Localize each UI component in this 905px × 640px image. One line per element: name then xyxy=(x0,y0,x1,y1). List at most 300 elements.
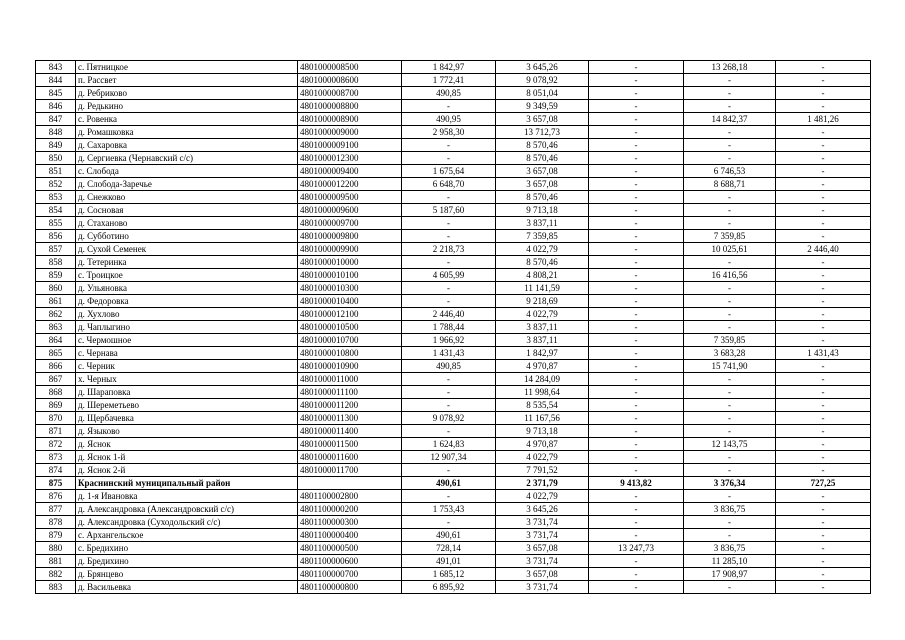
table-row xyxy=(36,217,871,230)
settlement-code-cell: 4801000009500 xyxy=(298,191,402,204)
value-cell-4: - xyxy=(684,126,776,139)
value-cell-2: 4 022,79 xyxy=(496,451,589,464)
value-cell-4: 14 842,37 xyxy=(684,113,776,126)
table-row xyxy=(36,243,871,256)
value-cell-2: 14 284,09 xyxy=(496,373,589,386)
row-number-cell: 856 xyxy=(36,230,76,243)
value-cell-5: 1 481,26 xyxy=(776,113,871,126)
value-cell-4: - xyxy=(684,87,776,100)
table-row xyxy=(36,100,871,113)
settlement-code-cell: 4801100000500 xyxy=(298,542,402,555)
settlement-name-cell: д. Шереметьево xyxy=(76,399,298,412)
value-cell-2: 8 535,54 xyxy=(496,399,589,412)
table-row xyxy=(36,126,871,139)
table-row xyxy=(36,464,871,477)
value-cell-4: - xyxy=(684,399,776,412)
settlement-code-cell: 4801000010300 xyxy=(298,282,402,295)
value-cell-4: - xyxy=(684,373,776,386)
value-cell-2: 8 570,46 xyxy=(496,152,589,165)
settlement-name-cell: х. Черных xyxy=(76,373,298,386)
value-cell-5: - xyxy=(776,139,871,152)
value-cell-2: 3 837,11 xyxy=(496,321,589,334)
table-row xyxy=(36,256,871,269)
settlement-name-cell: д. Александровка (Александровский с/с) xyxy=(76,503,298,516)
value-cell-1: 5 187,60 xyxy=(402,204,496,217)
row-number-cell: 881 xyxy=(36,555,76,568)
value-cell-3: - xyxy=(589,152,684,165)
row-number-cell: 865 xyxy=(36,347,76,360)
settlement-code-cell: 4801000009800 xyxy=(298,230,402,243)
value-cell-4: 3 683,28 xyxy=(684,347,776,360)
value-cell-4: 16 416,56 xyxy=(684,269,776,282)
settlement-name-cell: д. Редькино xyxy=(76,100,298,113)
row-number-cell: 864 xyxy=(36,334,76,347)
value-cell-2: 3 657,08 xyxy=(496,165,589,178)
value-cell-4: 3 836,75 xyxy=(684,503,776,516)
value-cell-2: 3 837,11 xyxy=(496,334,589,347)
table-row xyxy=(36,113,871,126)
table-row xyxy=(36,139,871,152)
value-cell-4: - xyxy=(684,204,776,217)
value-cell-3: - xyxy=(589,360,684,373)
value-cell-5: - xyxy=(776,425,871,438)
value-cell-5: - xyxy=(776,282,871,295)
value-cell-5: 727,25 xyxy=(776,477,871,490)
table-row xyxy=(36,74,871,87)
value-cell-3: 9 413,82 xyxy=(589,477,684,490)
settlement-code-cell: 4801000008500 xyxy=(298,61,402,74)
value-cell-4: - xyxy=(684,529,776,542)
row-number-cell: 861 xyxy=(36,295,76,308)
settlement-code-cell: 4801100000400 xyxy=(298,529,402,542)
value-cell-4: - xyxy=(684,516,776,529)
value-cell-3: - xyxy=(589,464,684,477)
settlement-name-cell: д. Ромашковка xyxy=(76,126,298,139)
table-row xyxy=(36,581,871,594)
value-cell-3: 13 247,73 xyxy=(589,542,684,555)
value-cell-2: 9 078,92 xyxy=(496,74,589,87)
value-cell-1: - xyxy=(402,425,496,438)
settlement-name-cell: д. Бредихино xyxy=(76,555,298,568)
value-cell-1: 1 685,12 xyxy=(402,568,496,581)
settlement-code-cell: 4801000011000 xyxy=(298,373,402,386)
row-number-cell: 852 xyxy=(36,178,76,191)
value-cell-2: 3 657,08 xyxy=(496,542,589,555)
table-row xyxy=(36,87,871,100)
value-cell-1: 6 648,70 xyxy=(402,178,496,191)
settlement-code-cell: 4801000011200 xyxy=(298,399,402,412)
value-cell-5: - xyxy=(776,490,871,503)
value-cell-3: - xyxy=(589,204,684,217)
settlement-code-cell: 4801100000200 xyxy=(298,503,402,516)
settlement-name-cell: д. Сергиевка (Чернавский с/с) xyxy=(76,152,298,165)
settlement-code-cell: 4801000008800 xyxy=(298,100,402,113)
settlement-code-cell: 4801100000800 xyxy=(298,581,402,594)
value-cell-3: - xyxy=(589,386,684,399)
value-cell-2: 3 645,26 xyxy=(496,61,589,74)
row-number-cell: 846 xyxy=(36,100,76,113)
value-cell-2: 3 645,26 xyxy=(496,503,589,516)
row-number-cell: 858 xyxy=(36,256,76,269)
value-cell-5: - xyxy=(776,165,871,178)
settlement-code-cell: 4801000010500 xyxy=(298,321,402,334)
value-cell-5: - xyxy=(776,204,871,217)
value-cell-3: - xyxy=(589,282,684,295)
row-number-cell: 879 xyxy=(36,529,76,542)
value-cell-4: - xyxy=(684,451,776,464)
value-cell-4: 6 746,53 xyxy=(684,165,776,178)
row-number-cell: 851 xyxy=(36,165,76,178)
value-cell-1: 1 753,43 xyxy=(402,503,496,516)
settlement-code-cell: 4801000009100 xyxy=(298,139,402,152)
settlement-table xyxy=(35,60,871,594)
value-cell-2: 9 218,69 xyxy=(496,295,589,308)
settlement-name-cell: с. Черник xyxy=(76,360,298,373)
value-cell-2: 9 349,59 xyxy=(496,100,589,113)
table-row xyxy=(36,412,871,425)
settlement-code-cell: 4801000009900 xyxy=(298,243,402,256)
table-row xyxy=(36,321,871,334)
value-cell-4: 12 143,75 xyxy=(684,438,776,451)
value-cell-1: - xyxy=(402,217,496,230)
value-cell-4: - xyxy=(684,74,776,87)
value-cell-5: - xyxy=(776,581,871,594)
row-number-cell: 873 xyxy=(36,451,76,464)
value-cell-3: - xyxy=(589,334,684,347)
settlement-name-cell: с. Пятницкое xyxy=(76,61,298,74)
row-number-cell: 878 xyxy=(36,516,76,529)
settlement-code-cell: 4801000011100 xyxy=(298,386,402,399)
value-cell-3: - xyxy=(589,191,684,204)
table-row xyxy=(36,438,871,451)
value-cell-3: - xyxy=(589,87,684,100)
value-cell-1: 4 605,99 xyxy=(402,269,496,282)
settlement-code-cell: 4801000010400 xyxy=(298,295,402,308)
row-number-cell: 876 xyxy=(36,490,76,503)
value-cell-3: - xyxy=(589,373,684,386)
settlement-code-cell: 4801100000600 xyxy=(298,555,402,568)
document-sheet xyxy=(35,60,871,594)
settlement-code-cell: 4801100000300 xyxy=(298,516,402,529)
value-cell-1: 1 772,41 xyxy=(402,74,496,87)
row-number-cell: 844 xyxy=(36,74,76,87)
value-cell-1: 490,95 xyxy=(402,113,496,126)
value-cell-1: 490,61 xyxy=(402,529,496,542)
value-cell-4: - xyxy=(684,581,776,594)
settlement-code-cell: 4801000010100 xyxy=(298,269,402,282)
value-cell-5: - xyxy=(776,152,871,165)
settlement-code-cell: 4801000008600 xyxy=(298,74,402,87)
row-number-cell: 883 xyxy=(36,581,76,594)
table-row xyxy=(36,373,871,386)
value-cell-2: 3 731,74 xyxy=(496,529,589,542)
row-number-cell: 866 xyxy=(36,360,76,373)
table-row xyxy=(36,516,871,529)
value-cell-3: - xyxy=(589,568,684,581)
value-cell-3: - xyxy=(589,139,684,152)
settlement-name-cell: д. Васильевка xyxy=(76,581,298,594)
value-cell-4: 3 376,34 xyxy=(684,477,776,490)
value-cell-1: - xyxy=(402,490,496,503)
value-cell-1: - xyxy=(402,152,496,165)
value-cell-2: 3 731,74 xyxy=(496,555,589,568)
value-cell-2: 4 970,87 xyxy=(496,360,589,373)
value-cell-1: 1 788,44 xyxy=(402,321,496,334)
settlement-name-cell: д. Ульяновка xyxy=(76,282,298,295)
value-cell-5: - xyxy=(776,568,871,581)
table-row xyxy=(36,165,871,178)
value-cell-3: - xyxy=(589,555,684,568)
row-number-cell: 863 xyxy=(36,321,76,334)
settlement-name-cell: д. Слобода-Заречье xyxy=(76,178,298,191)
value-cell-1: - xyxy=(402,516,496,529)
value-cell-1: 491,01 xyxy=(402,555,496,568)
settlement-code-cell xyxy=(298,477,402,490)
row-number-cell: 850 xyxy=(36,152,76,165)
row-number-cell: 853 xyxy=(36,191,76,204)
settlement-code-cell: 4801100002800 xyxy=(298,490,402,503)
value-cell-4: - xyxy=(684,256,776,269)
value-cell-1: - xyxy=(402,230,496,243)
value-cell-2: 4 970,87 xyxy=(496,438,589,451)
row-number-cell: 860 xyxy=(36,282,76,295)
value-cell-4: - xyxy=(684,490,776,503)
value-cell-2: 4 022,79 xyxy=(496,243,589,256)
value-cell-1: 6 895,92 xyxy=(402,581,496,594)
value-cell-5: 1 431,43 xyxy=(776,347,871,360)
settlement-name-cell: с. Архангельское xyxy=(76,529,298,542)
table-row xyxy=(36,399,871,412)
value-cell-5: - xyxy=(776,191,871,204)
value-cell-5: - xyxy=(776,464,871,477)
value-cell-1: - xyxy=(402,139,496,152)
settlement-name-cell: с. Ровенка xyxy=(76,113,298,126)
value-cell-4: 10 025,61 xyxy=(684,243,776,256)
settlement-name-cell: д. Сухой Семенек xyxy=(76,243,298,256)
settlement-code-cell: 4801000010900 xyxy=(298,360,402,373)
value-cell-5: - xyxy=(776,503,871,516)
value-cell-3: - xyxy=(589,425,684,438)
value-cell-1: - xyxy=(402,386,496,399)
value-cell-2: 11 141,59 xyxy=(496,282,589,295)
table-row xyxy=(36,477,871,490)
row-number-cell: 848 xyxy=(36,126,76,139)
value-cell-2: 4 022,79 xyxy=(496,490,589,503)
value-cell-4: - xyxy=(684,217,776,230)
value-cell-2: 3 657,08 xyxy=(496,568,589,581)
row-number-cell: 849 xyxy=(36,139,76,152)
row-number-cell: 845 xyxy=(36,87,76,100)
value-cell-4: - xyxy=(684,412,776,425)
value-cell-3: - xyxy=(589,165,684,178)
settlement-name-cell: д. Языково xyxy=(76,425,298,438)
value-cell-2: 3 731,74 xyxy=(496,581,589,594)
value-cell-4: 13 268,18 xyxy=(684,61,776,74)
row-number-cell: 871 xyxy=(36,425,76,438)
value-cell-1: 2 446,40 xyxy=(402,308,496,321)
settlement-name-cell: д. 1-я Ивановка xyxy=(76,490,298,503)
value-cell-1: - xyxy=(402,464,496,477)
value-cell-5: - xyxy=(776,360,871,373)
table-row xyxy=(36,529,871,542)
settlement-name-cell: с. Бредихино xyxy=(76,542,298,555)
row-number-cell: 859 xyxy=(36,269,76,282)
row-number-cell: 882 xyxy=(36,568,76,581)
settlement-code-cell: 4801000012100 xyxy=(298,308,402,321)
table-row xyxy=(36,542,871,555)
value-cell-5: - xyxy=(776,308,871,321)
value-cell-5: - xyxy=(776,178,871,191)
settlement-name-cell: д. Снежково xyxy=(76,191,298,204)
value-cell-3: - xyxy=(589,74,684,87)
value-cell-3: - xyxy=(589,516,684,529)
table-row xyxy=(36,178,871,191)
value-cell-5: - xyxy=(776,61,871,74)
row-number-cell: 847 xyxy=(36,113,76,126)
value-cell-4: 7 359,85 xyxy=(684,230,776,243)
value-cell-1: 1 624,83 xyxy=(402,438,496,451)
value-cell-2: 9 713,18 xyxy=(496,425,589,438)
value-cell-5: - xyxy=(776,334,871,347)
table-row xyxy=(36,360,871,373)
value-cell-2: 3 657,08 xyxy=(496,178,589,191)
value-cell-2: 3 731,74 xyxy=(496,516,589,529)
value-cell-4: - xyxy=(684,321,776,334)
row-number-cell: 869 xyxy=(36,399,76,412)
settlement-code-cell: 4801000010800 xyxy=(298,347,402,360)
value-cell-5: - xyxy=(776,529,871,542)
value-cell-5: - xyxy=(776,87,871,100)
value-cell-3: - xyxy=(589,581,684,594)
value-cell-3: - xyxy=(589,529,684,542)
table-row xyxy=(36,503,871,516)
value-cell-1: - xyxy=(402,256,496,269)
row-number-cell: 877 xyxy=(36,503,76,516)
table-row xyxy=(36,568,871,581)
settlement-name-cell: д. Ребриково xyxy=(76,87,298,100)
value-cell-3: - xyxy=(589,490,684,503)
value-cell-3: - xyxy=(589,412,684,425)
value-cell-1: - xyxy=(402,373,496,386)
value-cell-2: 7 359,85 xyxy=(496,230,589,243)
settlement-code-cell: 4801100000700 xyxy=(298,568,402,581)
table-row xyxy=(36,269,871,282)
settlement-name-cell: д. Яснок 2-й xyxy=(76,464,298,477)
value-cell-4: - xyxy=(684,282,776,295)
value-cell-4: 8 688,71 xyxy=(684,178,776,191)
settlement-name-cell: п. Рассвет xyxy=(76,74,298,87)
settlement-name-cell: д. Яснок xyxy=(76,438,298,451)
value-cell-1: 1 431,43 xyxy=(402,347,496,360)
value-cell-5: - xyxy=(776,438,871,451)
settlement-code-cell: 4801000012300 xyxy=(298,152,402,165)
value-cell-5: - xyxy=(776,321,871,334)
value-cell-5: - xyxy=(776,555,871,568)
value-cell-4: 7 359,85 xyxy=(684,334,776,347)
value-cell-2: 1 842,97 xyxy=(496,347,589,360)
table-row xyxy=(36,295,871,308)
value-cell-3: - xyxy=(589,126,684,139)
value-cell-5: - xyxy=(776,256,871,269)
value-cell-5: - xyxy=(776,217,871,230)
value-cell-4: 3 836,75 xyxy=(684,542,776,555)
table-row xyxy=(36,204,871,217)
settlement-name-cell: д. Яснок 1-й xyxy=(76,451,298,464)
value-cell-2: 13 712,73 xyxy=(496,126,589,139)
value-cell-2: 8 051,04 xyxy=(496,87,589,100)
value-cell-5: - xyxy=(776,399,871,412)
value-cell-2: 9 713,18 xyxy=(496,204,589,217)
value-cell-3: - xyxy=(589,308,684,321)
value-cell-5: - xyxy=(776,373,871,386)
settlement-name-cell: д. Сосновая xyxy=(76,204,298,217)
table-row xyxy=(36,386,871,399)
value-cell-2: 7 791,52 xyxy=(496,464,589,477)
settlement-name-cell: д. Шараповка xyxy=(76,386,298,399)
table-row xyxy=(36,451,871,464)
settlement-code-cell: 4801000011400 xyxy=(298,425,402,438)
value-cell-2: 2 371,79 xyxy=(496,477,589,490)
value-cell-1: 9 078,92 xyxy=(402,412,496,425)
settlement-name-cell: с. Троицкое xyxy=(76,269,298,282)
settlement-name-cell: с. Чернава xyxy=(76,347,298,360)
value-cell-1: 728,14 xyxy=(402,542,496,555)
row-number-cell: 880 xyxy=(36,542,76,555)
value-cell-1: - xyxy=(402,100,496,113)
value-cell-3: - xyxy=(589,438,684,451)
settlement-name-cell: с. Чермошное xyxy=(76,334,298,347)
value-cell-1: 1 966,92 xyxy=(402,334,496,347)
value-cell-3: - xyxy=(589,347,684,360)
value-cell-3: - xyxy=(589,243,684,256)
value-cell-4: - xyxy=(684,425,776,438)
value-cell-3: - xyxy=(589,451,684,464)
row-number-cell: 854 xyxy=(36,204,76,217)
row-number-cell: 868 xyxy=(36,386,76,399)
value-cell-4: - xyxy=(684,139,776,152)
table-row xyxy=(36,230,871,243)
table-row xyxy=(36,191,871,204)
value-cell-1: - xyxy=(402,399,496,412)
value-cell-4: - xyxy=(684,464,776,477)
value-cell-3: - xyxy=(589,113,684,126)
value-cell-3: - xyxy=(589,399,684,412)
value-cell-3: - xyxy=(589,100,684,113)
value-cell-5: - xyxy=(776,74,871,87)
settlement-name-cell: д. Александровка (Суходольский с/с) xyxy=(76,516,298,529)
value-cell-1: 490,85 xyxy=(402,87,496,100)
row-number-cell: 862 xyxy=(36,308,76,321)
table-row xyxy=(36,555,871,568)
value-cell-4: - xyxy=(684,386,776,399)
value-cell-1: 2 958,30 xyxy=(402,126,496,139)
settlement-code-cell: 4801000011300 xyxy=(298,412,402,425)
value-cell-2: 4 808,21 xyxy=(496,269,589,282)
table-body xyxy=(36,61,871,594)
settlement-code-cell: 4801000009000 xyxy=(298,126,402,139)
settlement-code-cell: 4801000011700 xyxy=(298,464,402,477)
value-cell-1: 12 907,34 xyxy=(402,451,496,464)
settlement-name-cell: Краснинский муниципальный район xyxy=(76,477,298,490)
value-cell-4: - xyxy=(684,191,776,204)
value-cell-4: - xyxy=(684,152,776,165)
table-row xyxy=(36,347,871,360)
settlement-name-cell: д. Чаплыгино xyxy=(76,321,298,334)
settlement-name-cell: д. Щербачевка xyxy=(76,412,298,425)
settlement-code-cell: 4801000008900 xyxy=(298,113,402,126)
value-cell-2: 11 167,56 xyxy=(496,412,589,425)
table-row xyxy=(36,152,871,165)
